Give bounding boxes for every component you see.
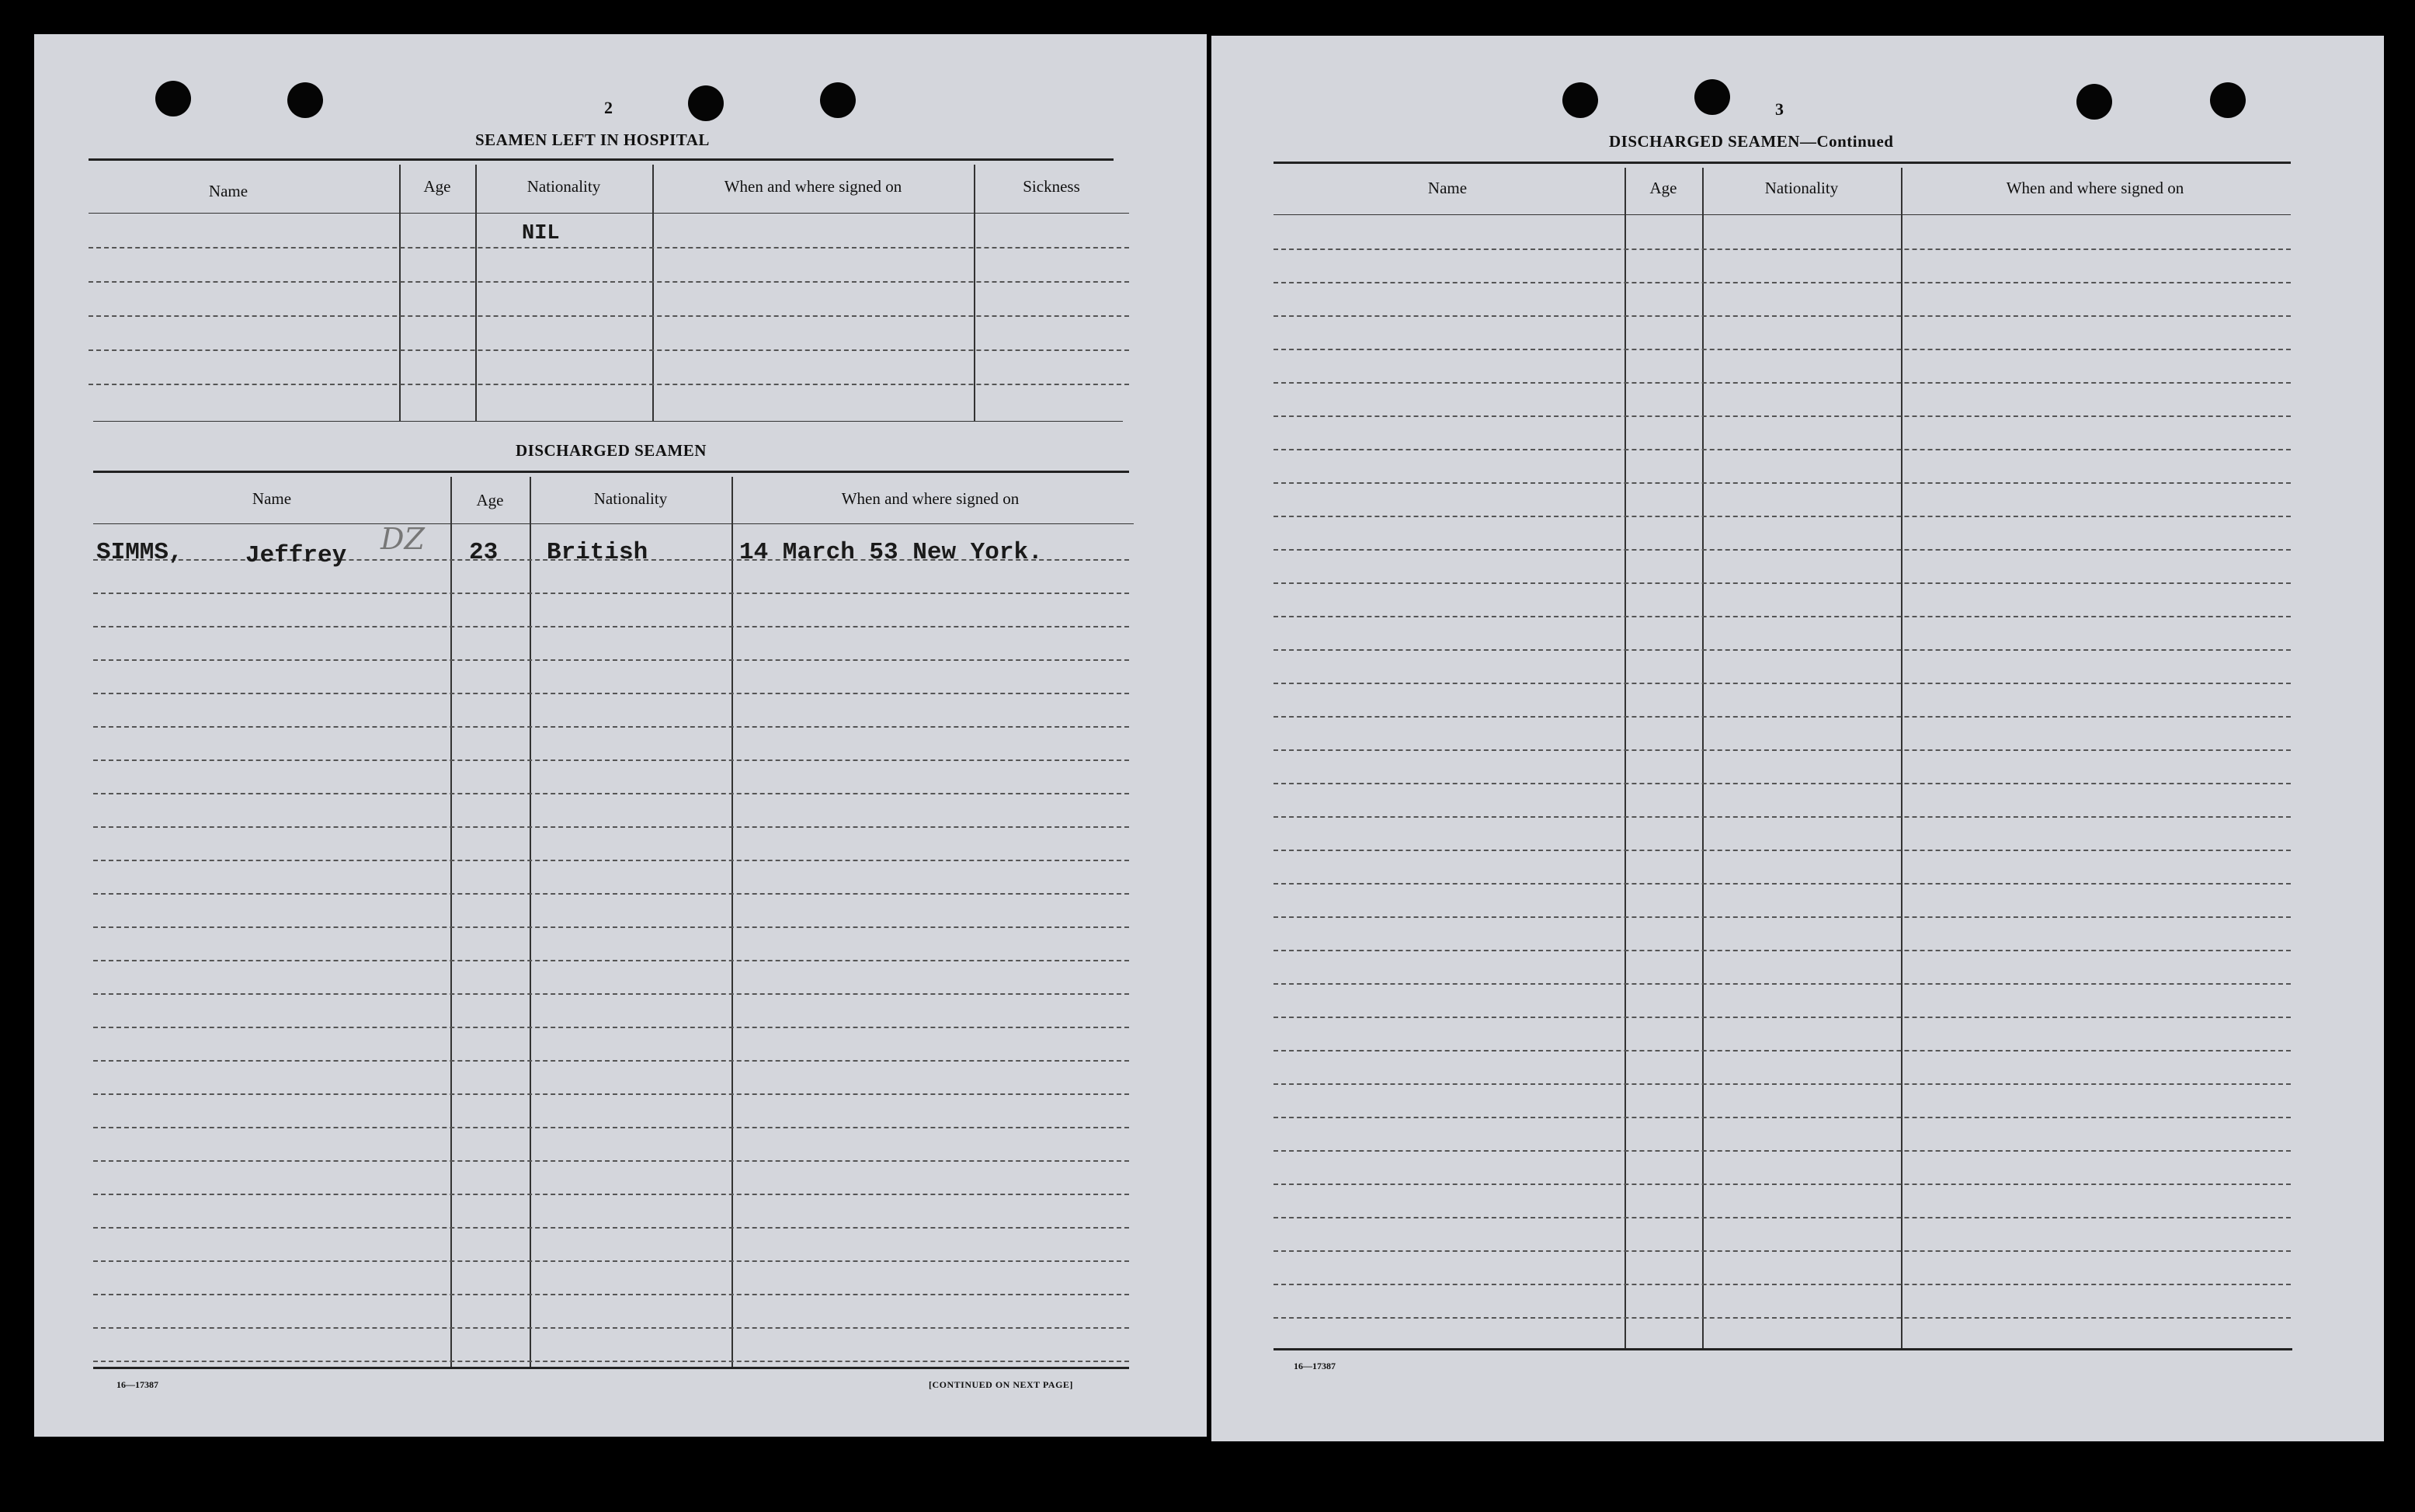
row-line (89, 349, 1129, 351)
row-line (1274, 1050, 2291, 1051)
page-number: 2 (604, 98, 613, 117)
hospital-section-title: SEAMEN LEFT IN HOSPITAL (475, 130, 710, 149)
row-line (1274, 1284, 2291, 1285)
row-line (1274, 950, 2291, 951)
table-bottom-rule (93, 421, 1123, 422)
row-line (1274, 816, 2291, 818)
row-line (93, 993, 1129, 995)
column-header-signed-on: When and where signed on (2006, 179, 2184, 197)
row-line (93, 826, 1129, 828)
row-line (89, 315, 1129, 317)
title-suffix: —Continued (1799, 132, 1894, 151)
table-bottom-rule (93, 1367, 1129, 1369)
column-header-signed-on: When and where signed on (841, 489, 1020, 508)
row-line (1274, 382, 2291, 384)
table-header-rule (1274, 214, 2291, 215)
row-line (89, 281, 1129, 283)
column-header-nationality: Nationality (526, 177, 601, 196)
row-line (93, 726, 1129, 728)
row-line (1274, 683, 2291, 684)
column-divider (1901, 168, 1902, 1348)
row-line (93, 1361, 1129, 1362)
row-line (93, 659, 1129, 661)
row-line (93, 1227, 1129, 1229)
column-divider (399, 165, 401, 421)
handwritten-initials: DZ (380, 522, 425, 556)
column-divider (974, 165, 975, 421)
row-line (1274, 282, 2291, 283)
form-number: 16—17387 (1294, 1361, 1336, 1371)
row-line (93, 693, 1129, 694)
row-line (1274, 850, 2291, 851)
row-line (1274, 1317, 2291, 1319)
row-line (89, 247, 1129, 249)
column-header-age: Age (423, 177, 451, 196)
row-line (93, 793, 1129, 794)
seaman-age: 23 (469, 539, 499, 566)
row-line (93, 626, 1129, 627)
row-line (93, 1260, 1129, 1262)
row-line (1274, 1184, 2291, 1185)
row-line (93, 759, 1129, 761)
row-line (93, 1060, 1129, 1062)
row-line (93, 1294, 1129, 1295)
punch-hole (155, 81, 191, 116)
continued-note: [CONTINUED ON NEXT PAGE] (929, 1379, 1073, 1390)
seaman-surname: SIMMS, (96, 539, 183, 566)
row-line (1274, 516, 2291, 517)
row-line (1274, 1083, 2291, 1085)
row-line (1274, 482, 2291, 484)
page-number: 3 (1775, 99, 1784, 119)
row-line (1274, 415, 2291, 417)
column-header-sickness: Sickness (1023, 177, 1080, 196)
right-page (1211, 36, 2384, 1441)
column-header-name: Name (1427, 179, 1468, 197)
table-header-rule (89, 213, 1129, 214)
row-line (93, 1127, 1129, 1128)
column-header-name: Name (208, 182, 248, 200)
row-line (1274, 716, 2291, 718)
punch-hole (2210, 82, 2246, 118)
column-divider (1702, 168, 1704, 1348)
table-bottom-rule (1274, 1348, 2292, 1350)
row-line (93, 1093, 1129, 1095)
column-divider (652, 165, 654, 421)
punch-hole (688, 85, 724, 121)
table-header-rule (93, 523, 1134, 524)
row-line (93, 593, 1129, 594)
row-line (93, 860, 1129, 861)
row-line (1274, 549, 2291, 551)
seaman-given-name: Jeffrey (245, 542, 347, 569)
row-line (1274, 1250, 2291, 1252)
row-line (1274, 1117, 2291, 1118)
discharged-section-title: DISCHARGED SEAMEN (516, 441, 707, 460)
punch-hole (287, 82, 323, 118)
column-header-age: Age (476, 491, 504, 509)
column-header-name: Name (252, 489, 292, 508)
seaman-signed-on: 14 March 53 New York. (739, 539, 1043, 566)
table-top-rule (89, 158, 1114, 161)
column-divider (475, 165, 477, 421)
table-top-rule (93, 471, 1129, 473)
row-line (93, 1160, 1129, 1162)
punch-hole (820, 82, 856, 118)
row-line (93, 926, 1129, 928)
seaman-nationality: British (547, 539, 648, 566)
row-line (93, 1194, 1129, 1195)
row-line (1274, 1017, 2291, 1018)
column-header-signed-on: When and where signed on (724, 177, 902, 196)
row-line (1274, 582, 2291, 584)
column-header-nationality: Nationality (593, 489, 668, 508)
column-header-nationality: Nationality (1764, 179, 1839, 197)
row-line (1274, 916, 2291, 918)
punch-hole (2076, 84, 2112, 120)
row-line (1274, 349, 2291, 350)
row-line (1274, 883, 2291, 885)
hospital-entry-nil: NIL (522, 222, 560, 245)
form-number: 16—17387 (116, 1379, 158, 1390)
row-line (89, 384, 1129, 385)
left-page (34, 34, 1207, 1437)
column-divider (450, 477, 452, 1367)
row-line (1274, 616, 2291, 617)
table-top-rule (1274, 162, 2291, 164)
row-line (93, 1327, 1129, 1329)
row-line (1274, 749, 2291, 751)
punch-hole (1694, 79, 1730, 115)
title-main: DISCHARGED SEAMEN (1609, 132, 1800, 151)
column-divider (731, 477, 733, 1367)
row-line (1274, 1150, 2291, 1152)
row-line (1274, 649, 2291, 651)
column-header-age: Age (1649, 179, 1677, 197)
row-line (1274, 249, 2291, 250)
column-divider (1624, 168, 1626, 1348)
row-line (1274, 315, 2291, 317)
row-line (1274, 449, 2291, 450)
row-line (93, 960, 1129, 961)
row-line (1274, 783, 2291, 784)
punch-hole (1562, 82, 1598, 118)
column-divider (530, 477, 531, 1367)
row-line (1274, 1217, 2291, 1218)
discharged-continued-title (1609, 132, 1893, 151)
row-line (93, 1027, 1129, 1028)
row-line (1274, 983, 2291, 985)
row-line (93, 893, 1129, 895)
